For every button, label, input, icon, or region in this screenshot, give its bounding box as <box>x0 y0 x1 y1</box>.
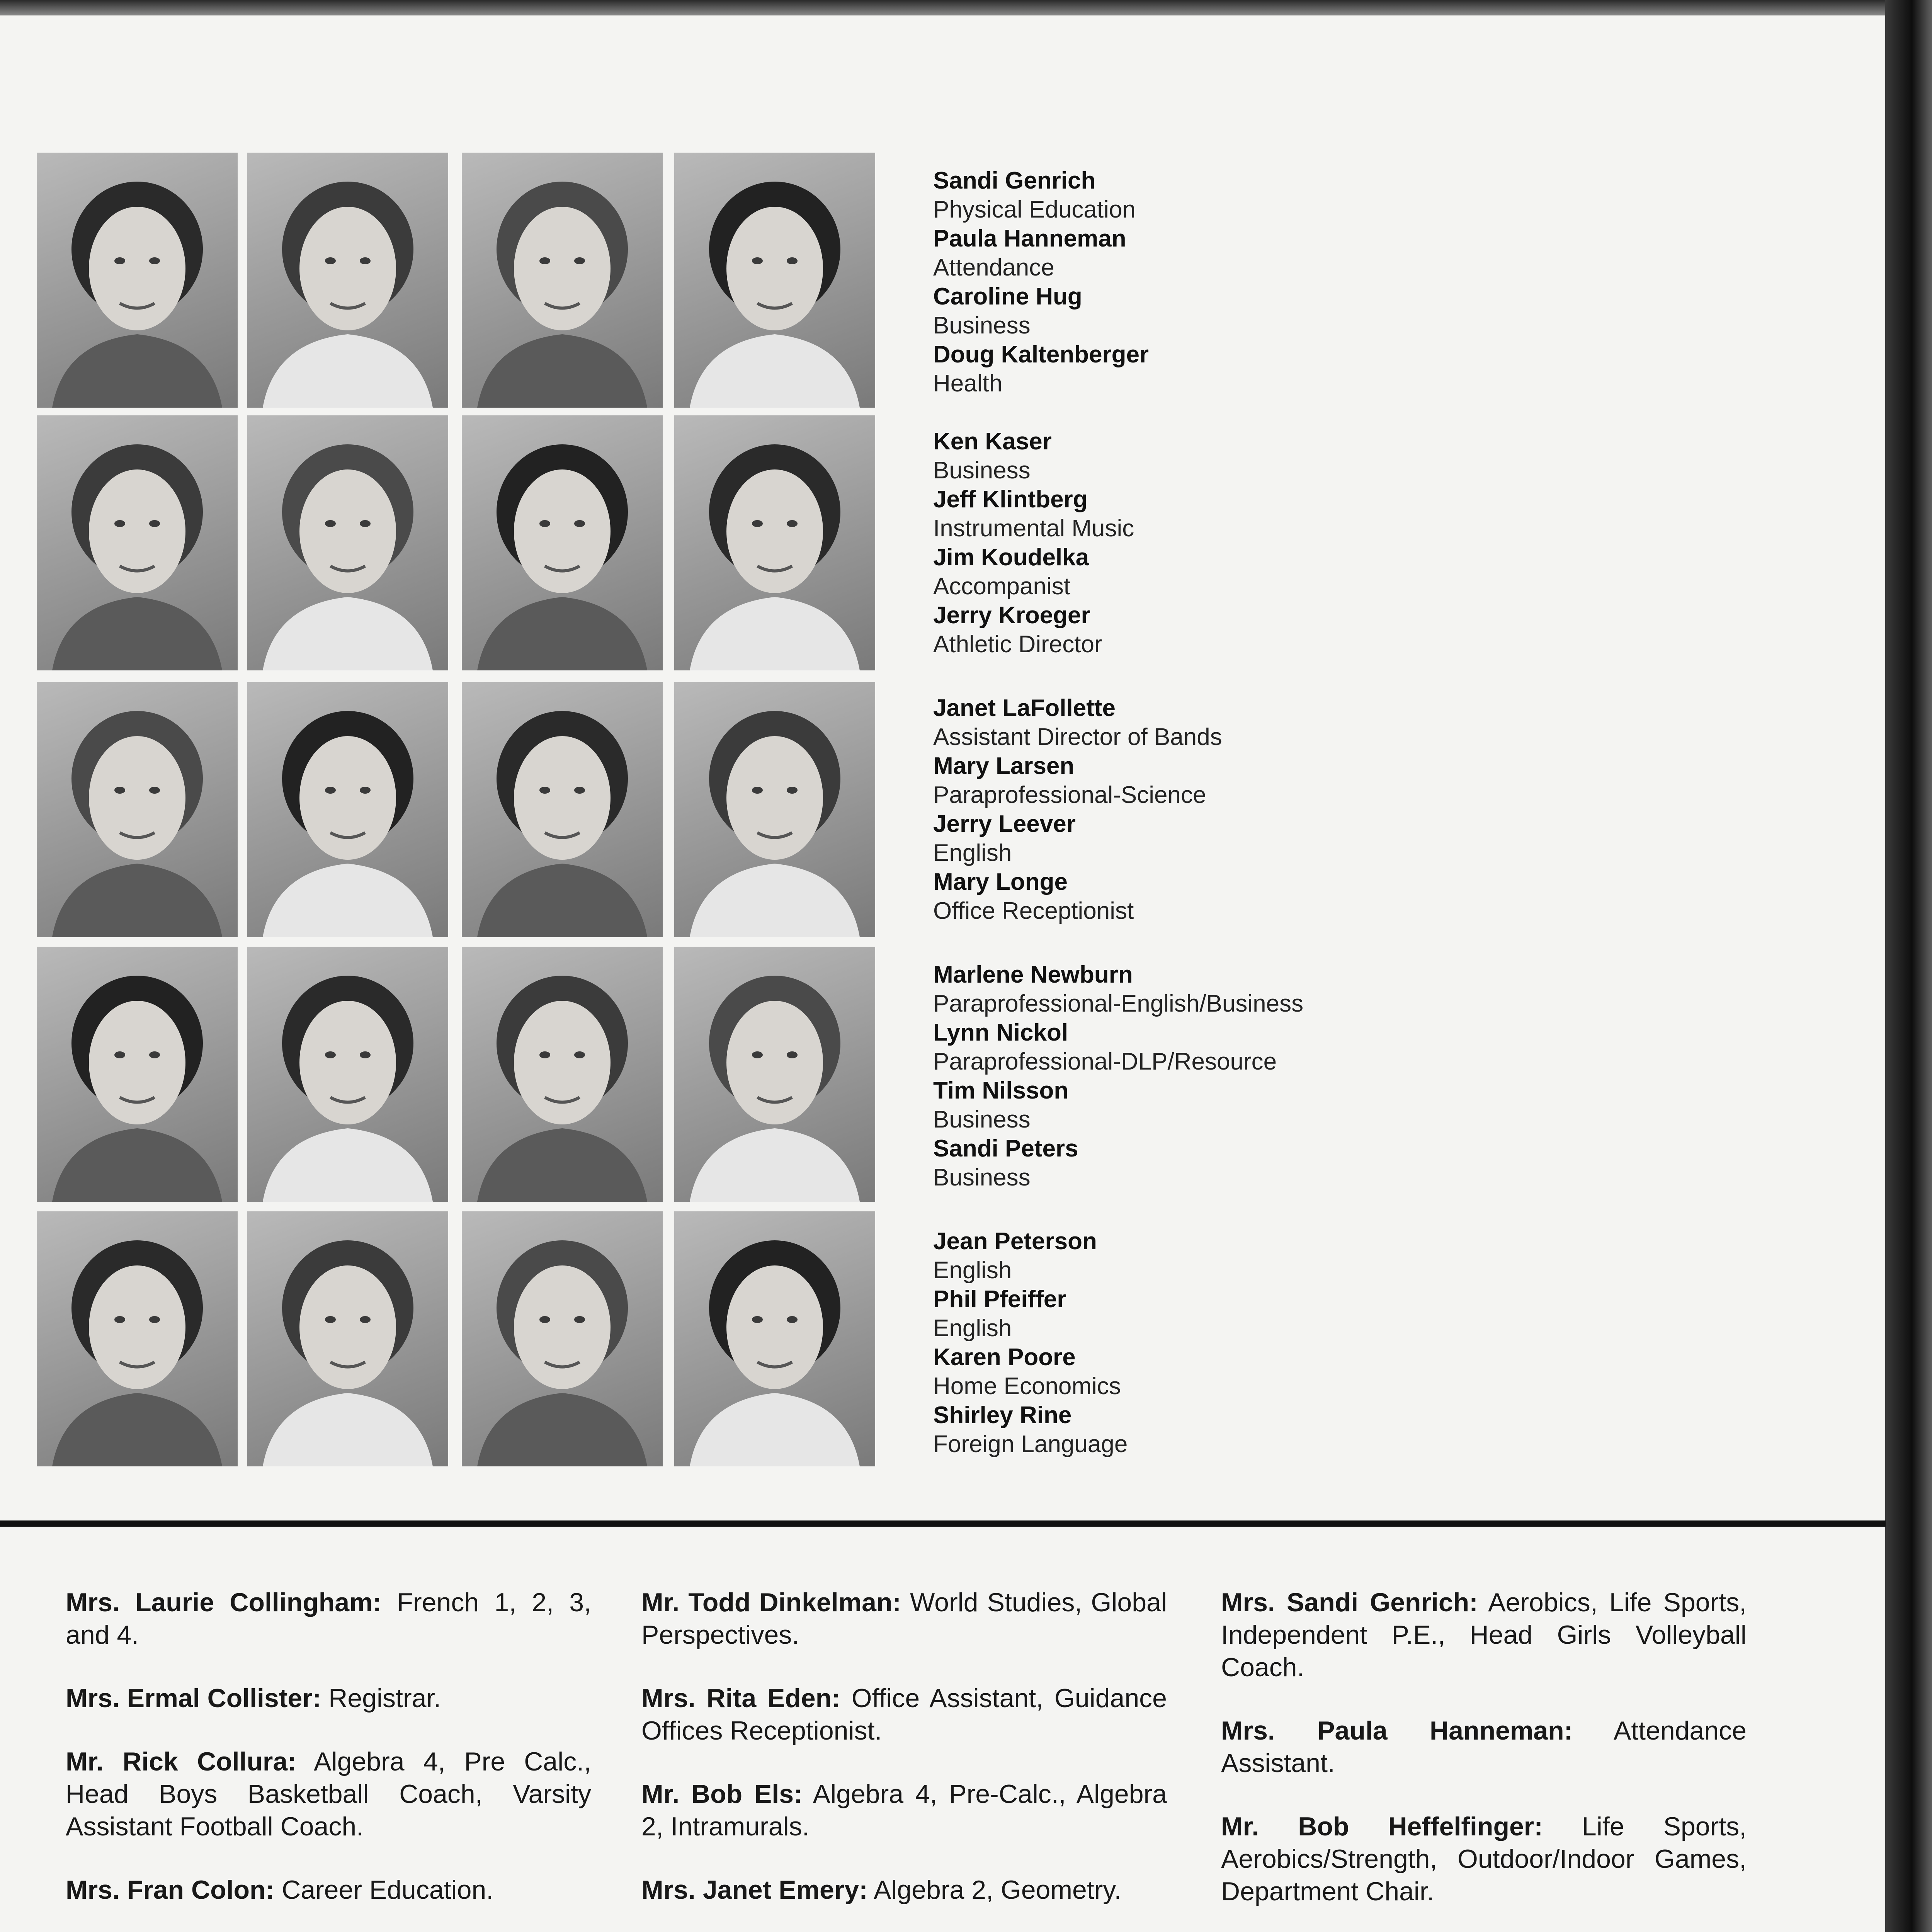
faculty-role: Paraprofessional-Science <box>933 782 1206 808</box>
portrait-photo <box>247 682 448 937</box>
faculty-name: Sandi Peters <box>933 1135 1078 1162</box>
directory-entry <box>1221 1810 1747 1908</box>
portrait-photo <box>462 947 663 1202</box>
portrait-photo <box>462 1211 663 1466</box>
faculty-name: Caroline Hug <box>933 283 1082 310</box>
portrait-photo <box>247 415 448 670</box>
faculty-name: Janet LaFollette <box>933 695 1116 721</box>
portrait-photo <box>247 947 448 1202</box>
entry-name: Mrs. Ermal Collister: <box>66 1684 321 1713</box>
faculty-directory-column-3 <box>1221 1555 1747 1932</box>
faculty-role: Business <box>933 457 1031 484</box>
entry-description: World Studies, Global Perspectives. <box>641 1588 1167 1650</box>
directory-entry <box>66 1745 591 1843</box>
entry-name: Mr. Rick Collura: <box>66 1747 296 1776</box>
entry-description: Life Sports, Aerobics/Strength, Outdoor/Indoor Games, Department Chair. <box>1221 1812 1747 1906</box>
faculty-name: Jerry Leever <box>933 811 1076 837</box>
entry-name: Mr. Bob Heffelfinger: <box>1221 1812 1543 1841</box>
directory-entry <box>66 1586 591 1651</box>
faculty-role: Business <box>933 312 1031 339</box>
faculty-role: Instrumental Music <box>933 515 1134 542</box>
portrait-photo <box>462 415 663 670</box>
entry-name: Mr. Todd Dinkelman: <box>641 1588 901 1617</box>
faculty-role: English <box>933 840 1012 866</box>
portrait-photo <box>37 153 238 408</box>
entry-description: Registrar. <box>321 1684 441 1713</box>
entry-name: Mrs. Janet Emery: <box>641 1875 868 1905</box>
entry-description: Aerobics, Life Sports, Independent P.E., Head Girls Volleyball Coach. <box>1221 1588 1747 1682</box>
portrait-photo <box>674 153 875 408</box>
caption-block <box>933 960 1435 1192</box>
faculty-name: Jean Peterson <box>933 1228 1097 1255</box>
faculty-name: Doug Kaltenberger <box>933 341 1149 368</box>
faculty-role: English <box>933 1257 1012 1284</box>
directory-entry <box>641 1778 1167 1843</box>
directory-entry <box>641 1682 1167 1747</box>
faculty-name: Marlene Newburn <box>933 961 1133 988</box>
portrait-photo <box>37 947 238 1202</box>
entry-name: Mrs. Rita Eden: <box>641 1684 840 1713</box>
faculty-name: Tim Nilsson <box>933 1077 1069 1104</box>
directory-entry <box>1221 1586 1747 1684</box>
portrait-photo <box>674 682 875 937</box>
caption-block <box>933 166 1435 398</box>
page-top-edge <box>0 0 1932 15</box>
faculty-role: Paraprofessional-DLP/Resource <box>933 1048 1277 1075</box>
faculty-name: Phil Pfeiffer <box>933 1286 1066 1313</box>
entry-description: Career Education. <box>274 1875 494 1905</box>
directory-entry <box>1221 1714 1747 1779</box>
entry-description: Algebra 4, Pre Calc., Head Boys Basketball Coach, Varsity Assistant Football Coach. <box>66 1747 591 1841</box>
faculty-role: Assistant Director of Bands <box>933 724 1222 750</box>
directory-entry <box>66 1682 591 1714</box>
portrait-photo <box>462 153 663 408</box>
entry-description: Algebra 4, Pre-Calc., Algebra 2, Intramurals. <box>641 1779 1167 1841</box>
faculty-role: Physical Education <box>933 196 1136 223</box>
portrait-photo <box>674 947 875 1202</box>
section-divider <box>0 1520 1886 1527</box>
faculty-role: Business <box>933 1164 1031 1191</box>
portrait-photo <box>674 415 875 670</box>
faculty-role: Accompanist <box>933 573 1070 600</box>
entry-name: Mrs. Fran Colon: <box>66 1875 275 1905</box>
faculty-name: Sandi Genrich <box>933 167 1096 194</box>
faculty-name: Jim Koudelka <box>933 544 1089 571</box>
portrait-photo <box>247 153 448 408</box>
entry-name: Mrs. Paula Hanneman: <box>1221 1716 1573 1745</box>
caption-block <box>933 694 1435 925</box>
caption-block <box>933 427 1435 659</box>
entry-description: Algebra 2, Geometry. <box>867 1875 1122 1905</box>
entry-name: Mr. Bob Els: <box>641 1779 803 1809</box>
book-binding <box>1885 0 1932 1932</box>
faculty-role: Office Receptionist <box>933 898 1134 924</box>
portrait-photo <box>247 1211 448 1466</box>
entry-name: Mrs. Sandi Genrich: <box>1221 1588 1478 1617</box>
directory-entry <box>66 1874 591 1906</box>
faculty-name: Mary Larsen <box>933 753 1075 779</box>
faculty-role: Business <box>933 1106 1031 1133</box>
faculty-name: Mary Longe <box>933 869 1068 895</box>
faculty-directory-column-2 <box>641 1555 1167 1932</box>
faculty-name: Jerry Kroeger <box>933 602 1090 629</box>
portrait-photo <box>37 682 238 937</box>
entry-description: French 1, 2, 3, and 4. <box>66 1588 592 1650</box>
caption-block <box>933 1227 1435 1459</box>
faculty-name: Ken Kaser <box>933 428 1052 455</box>
portrait-photo <box>37 1211 238 1466</box>
faculty-name: Paula Hanneman <box>933 225 1126 252</box>
faculty-name: Karen Poore <box>933 1344 1076 1371</box>
faculty-directory-column-1 <box>66 1555 591 1932</box>
faculty-role: English <box>933 1315 1012 1342</box>
faculty-role: Athletic Director <box>933 631 1102 658</box>
faculty-role: Attendance <box>933 254 1054 281</box>
faculty-name: Lynn Nickol <box>933 1019 1068 1046</box>
entry-description: Attendance Assistant. <box>1221 1716 1747 1778</box>
entry-name: Mrs. Laurie Collingham: <box>66 1588 382 1617</box>
portrait-photo <box>37 415 238 670</box>
faculty-name: Jeff Klintberg <box>933 486 1088 513</box>
entry-description: Office Assistant, Guidance Offices Receptionist. <box>641 1684 1167 1745</box>
faculty-role: Paraprofessional-English/Business <box>933 990 1304 1017</box>
faculty-role: Home Economics <box>933 1373 1121 1400</box>
directory-entry <box>641 1874 1167 1906</box>
portrait-photo <box>674 1211 875 1466</box>
portrait-photo <box>462 682 663 937</box>
directory-entry <box>641 1586 1167 1651</box>
faculty-role: Health <box>933 370 1003 397</box>
faculty-role: Foreign Language <box>933 1431 1128 1458</box>
faculty-name: Shirley Rine <box>933 1402 1072 1429</box>
